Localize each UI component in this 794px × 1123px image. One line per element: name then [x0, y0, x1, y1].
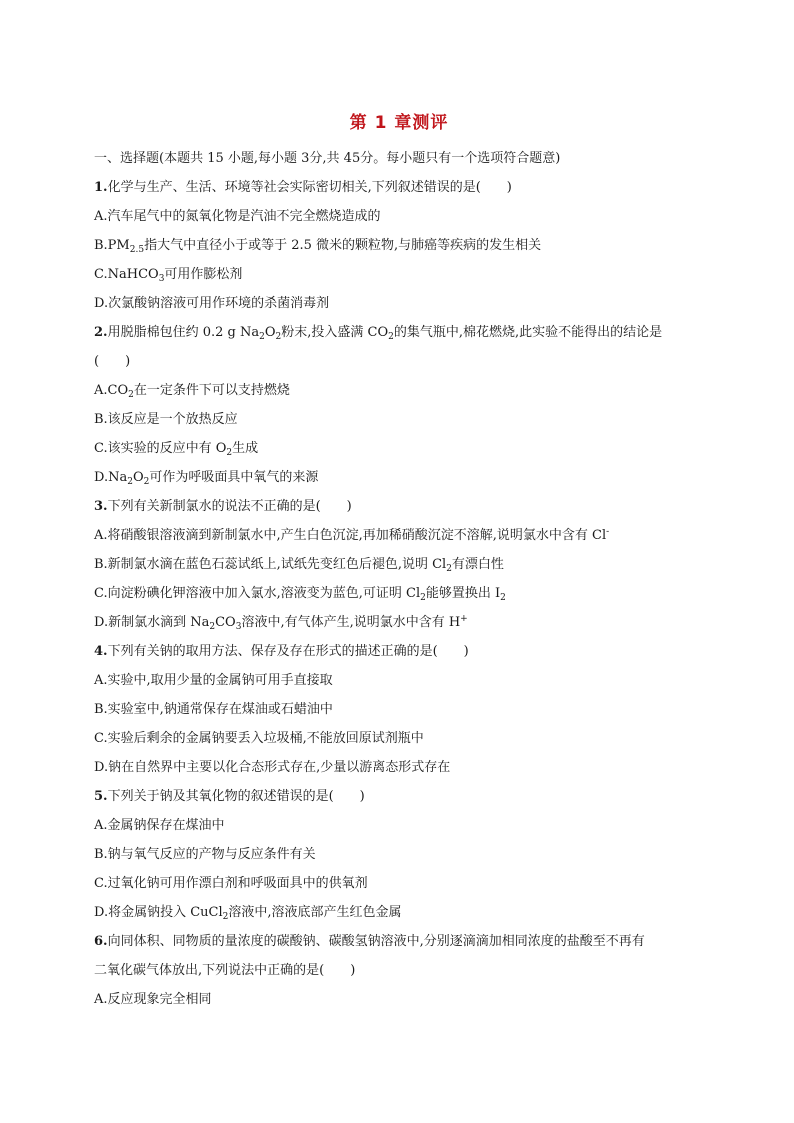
q3-option-a: A.将硝酸银溶液滴到新制氯水中,产生白色沉淀,再加稀硝酸沉淀不溶解,说明氯水中含有 Cl-	[94, 527, 610, 543]
question-stem: 化学与生产、生活、环境等社会实际密切相关,下列叙述错误的是( )	[107, 180, 512, 195]
page-title: 第 1 章测评	[349, 113, 449, 133]
q2-option-c: C.该实验的反应中有 $O_2$生成	[94, 441, 259, 458]
question-number: 3.	[94, 499, 108, 514]
q4-option-d: D.钠在自然界中主要以化合态形式存在,少量以游离态形式存在	[94, 760, 451, 775]
question-number: 5.	[94, 789, 108, 804]
question-number: 1.	[94, 180, 108, 195]
section-heading: 一、选择题(本题共 15 小题,每小题 3分,共 45分。每小题只有一个选项符合题意)	[94, 151, 561, 166]
q3-option-c: C.向淀粉碘化钾溶液中加入氯水,溶液变为蓝色,可证明 $Cl_2$能够置换出 $I_2$	[94, 586, 506, 603]
question-5: 5.下列关于钠及其氧化物的叙述错误的是( )	[94, 789, 365, 804]
q3-option-d: D.新制氯水滴到 $Na_2CO_3$溶液中,有气体产生,说明氯水中含有 H+	[94, 614, 468, 632]
q4-option-c: C.实验后剩余的金属钠要丢入垃圾桶,不能放回原试剂瓶中	[94, 731, 424, 746]
question-number: 6.	[94, 934, 108, 949]
question-number: 4.	[94, 644, 108, 659]
q2-option-a: $A.CO_2$在一定条件下可以支持燃烧	[94, 383, 290, 400]
q4-option-b: B.实验室中,钠通常保存在煤油或石蜡油中	[94, 702, 333, 717]
question-number: 2.	[94, 325, 108, 340]
q2-option-d: $D.Na_2O_2$可作为呼吸面具中氧气的来源	[94, 470, 319, 487]
q1-option-c: C.NaHCO$_3$可用作膨松剂	[94, 267, 243, 284]
q5-option-d: D.将金属钠投入 CuCl$_2$溶液中,溶液底部产生红色金属	[94, 905, 402, 922]
question-6: 6.向同体积、同物质的量浓度的碳酸钠、碳酸氢钠溶液中,分别逐滴滴加相同浓度的盐酸至不再有	[94, 934, 645, 949]
q1-option-a: A.汽车尾气中的氮氧化物是汽油不完全燃烧造成的	[94, 209, 381, 224]
q1-option-d: D.次氯酸钠溶液可用作环境的杀菌消毒剂	[94, 296, 330, 311]
q1-option-b: $B.PM_{2.5}$指大气中直径小于或等于 2.5 微米的颗粒物,与肺癌等疾病的发生相关	[94, 238, 542, 255]
q2-option-b: B.该反应是一个放热反应	[94, 412, 238, 427]
q6-option-a: A.反应现象完全相同	[94, 992, 212, 1007]
question-2: 2.用脱脂棉包住约 0.2 g $Na_2O_2$粉末,投入盛满 $CO_2$的集气瓶中,棉花燃烧,此实验不能得出的结论是	[94, 325, 663, 342]
q5-option-c: C.过氧化钠可用作漂白剂和呼吸面具中的供氧剂	[94, 876, 368, 891]
question-3: 3.下列有关新制氯水的说法不正确的是( )	[94, 499, 352, 514]
question-6-continued: 二氧化碳气体放出,下列说法中正确的是( )	[94, 963, 356, 978]
question-4: 4.下列有关钠的取用方法、保存及存在形式的描述正确的是( )	[94, 644, 469, 659]
q5-option-a: A.金属钠保存在煤油中	[94, 818, 225, 833]
q5-option-b: B.钠与氧气反应的产物与反应条件有关	[94, 847, 316, 862]
q2-answer-paren: ( )	[94, 354, 131, 369]
q4-option-a: A.实验中,取用少量的金属钠可用手直接取	[94, 673, 333, 688]
q3-option-b: B.新制氯水滴在蓝色石蕊试纸上,试纸先变红色后褪色,说明 $Cl_2$有漂白性	[94, 557, 504, 574]
question-1	[94, 179, 704, 197]
